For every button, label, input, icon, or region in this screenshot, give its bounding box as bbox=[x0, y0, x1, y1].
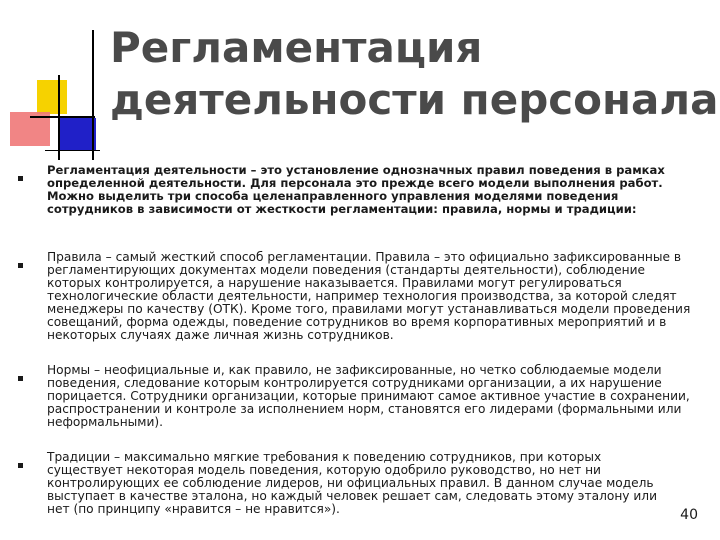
bullet-text: Правила – самый жесткий способ регламентации. Правила – это официально зафиксированные в регламентирующих документах модели поведения (стандарты деятельности), соблюдение которых контролируется, а нарушение наказывается. Правилами могут регулироваться технологические области деятельности, например технология производства, за которой следят менеджеры по качеству (ОТК). Кроме того, правилами могут устанавливаться модели проведения совещаний, форма одежды, поведение сотрудников во время корпоративных мероприятий и в некоторых случаях даже личная жизнь сотрудников. bbox=[47, 250, 691, 342]
title-line-2: деятельности персонала bbox=[110, 75, 719, 124]
bullet-marker bbox=[18, 376, 23, 381]
page-number: 40 bbox=[680, 507, 698, 523]
bullet-marker bbox=[18, 176, 23, 181]
title-line-1: Регламентация bbox=[110, 23, 483, 72]
bullet-text: Нормы – неофициальные и, как правило, не зафиксированные, но четко соблюдаемые модели поведения, следование которым контролируется сотрудниками организации, а их нарушение порицается. Сотрудники организации, которые принимают самое активное участие в сохранении, распространении и контроле за исполнением норм, становятся его лидерами (формальными или неформальными). bbox=[47, 363, 690, 429]
bullet-text: Традиции – максимально мягкие требования к поведению сотрудников, при которых существует некоторая модель поведения, которую одобрило руководство, но нет ни контролирующих ее соблюдение лидеров, ни официальных правил. В данном случае модель выступает в качестве эталона, но каждый человек решает сам, следовать этому эталону или нет (по принципу «нравится – не нравится»). bbox=[47, 450, 657, 516]
bullet-text: Регламентация деятельности – это установление однозначных правил поведения в рамках определенной деятельности. Для персонала это прежде всего модели выполнения работ. Можно выделить три способа целенаправленного управления моделями поведения сотрудников в зависимости от жесткости регламентации: правила, нормы и традиции: bbox=[47, 163, 665, 216]
bullet-marker bbox=[18, 263, 23, 268]
bullet-marker bbox=[18, 463, 23, 468]
